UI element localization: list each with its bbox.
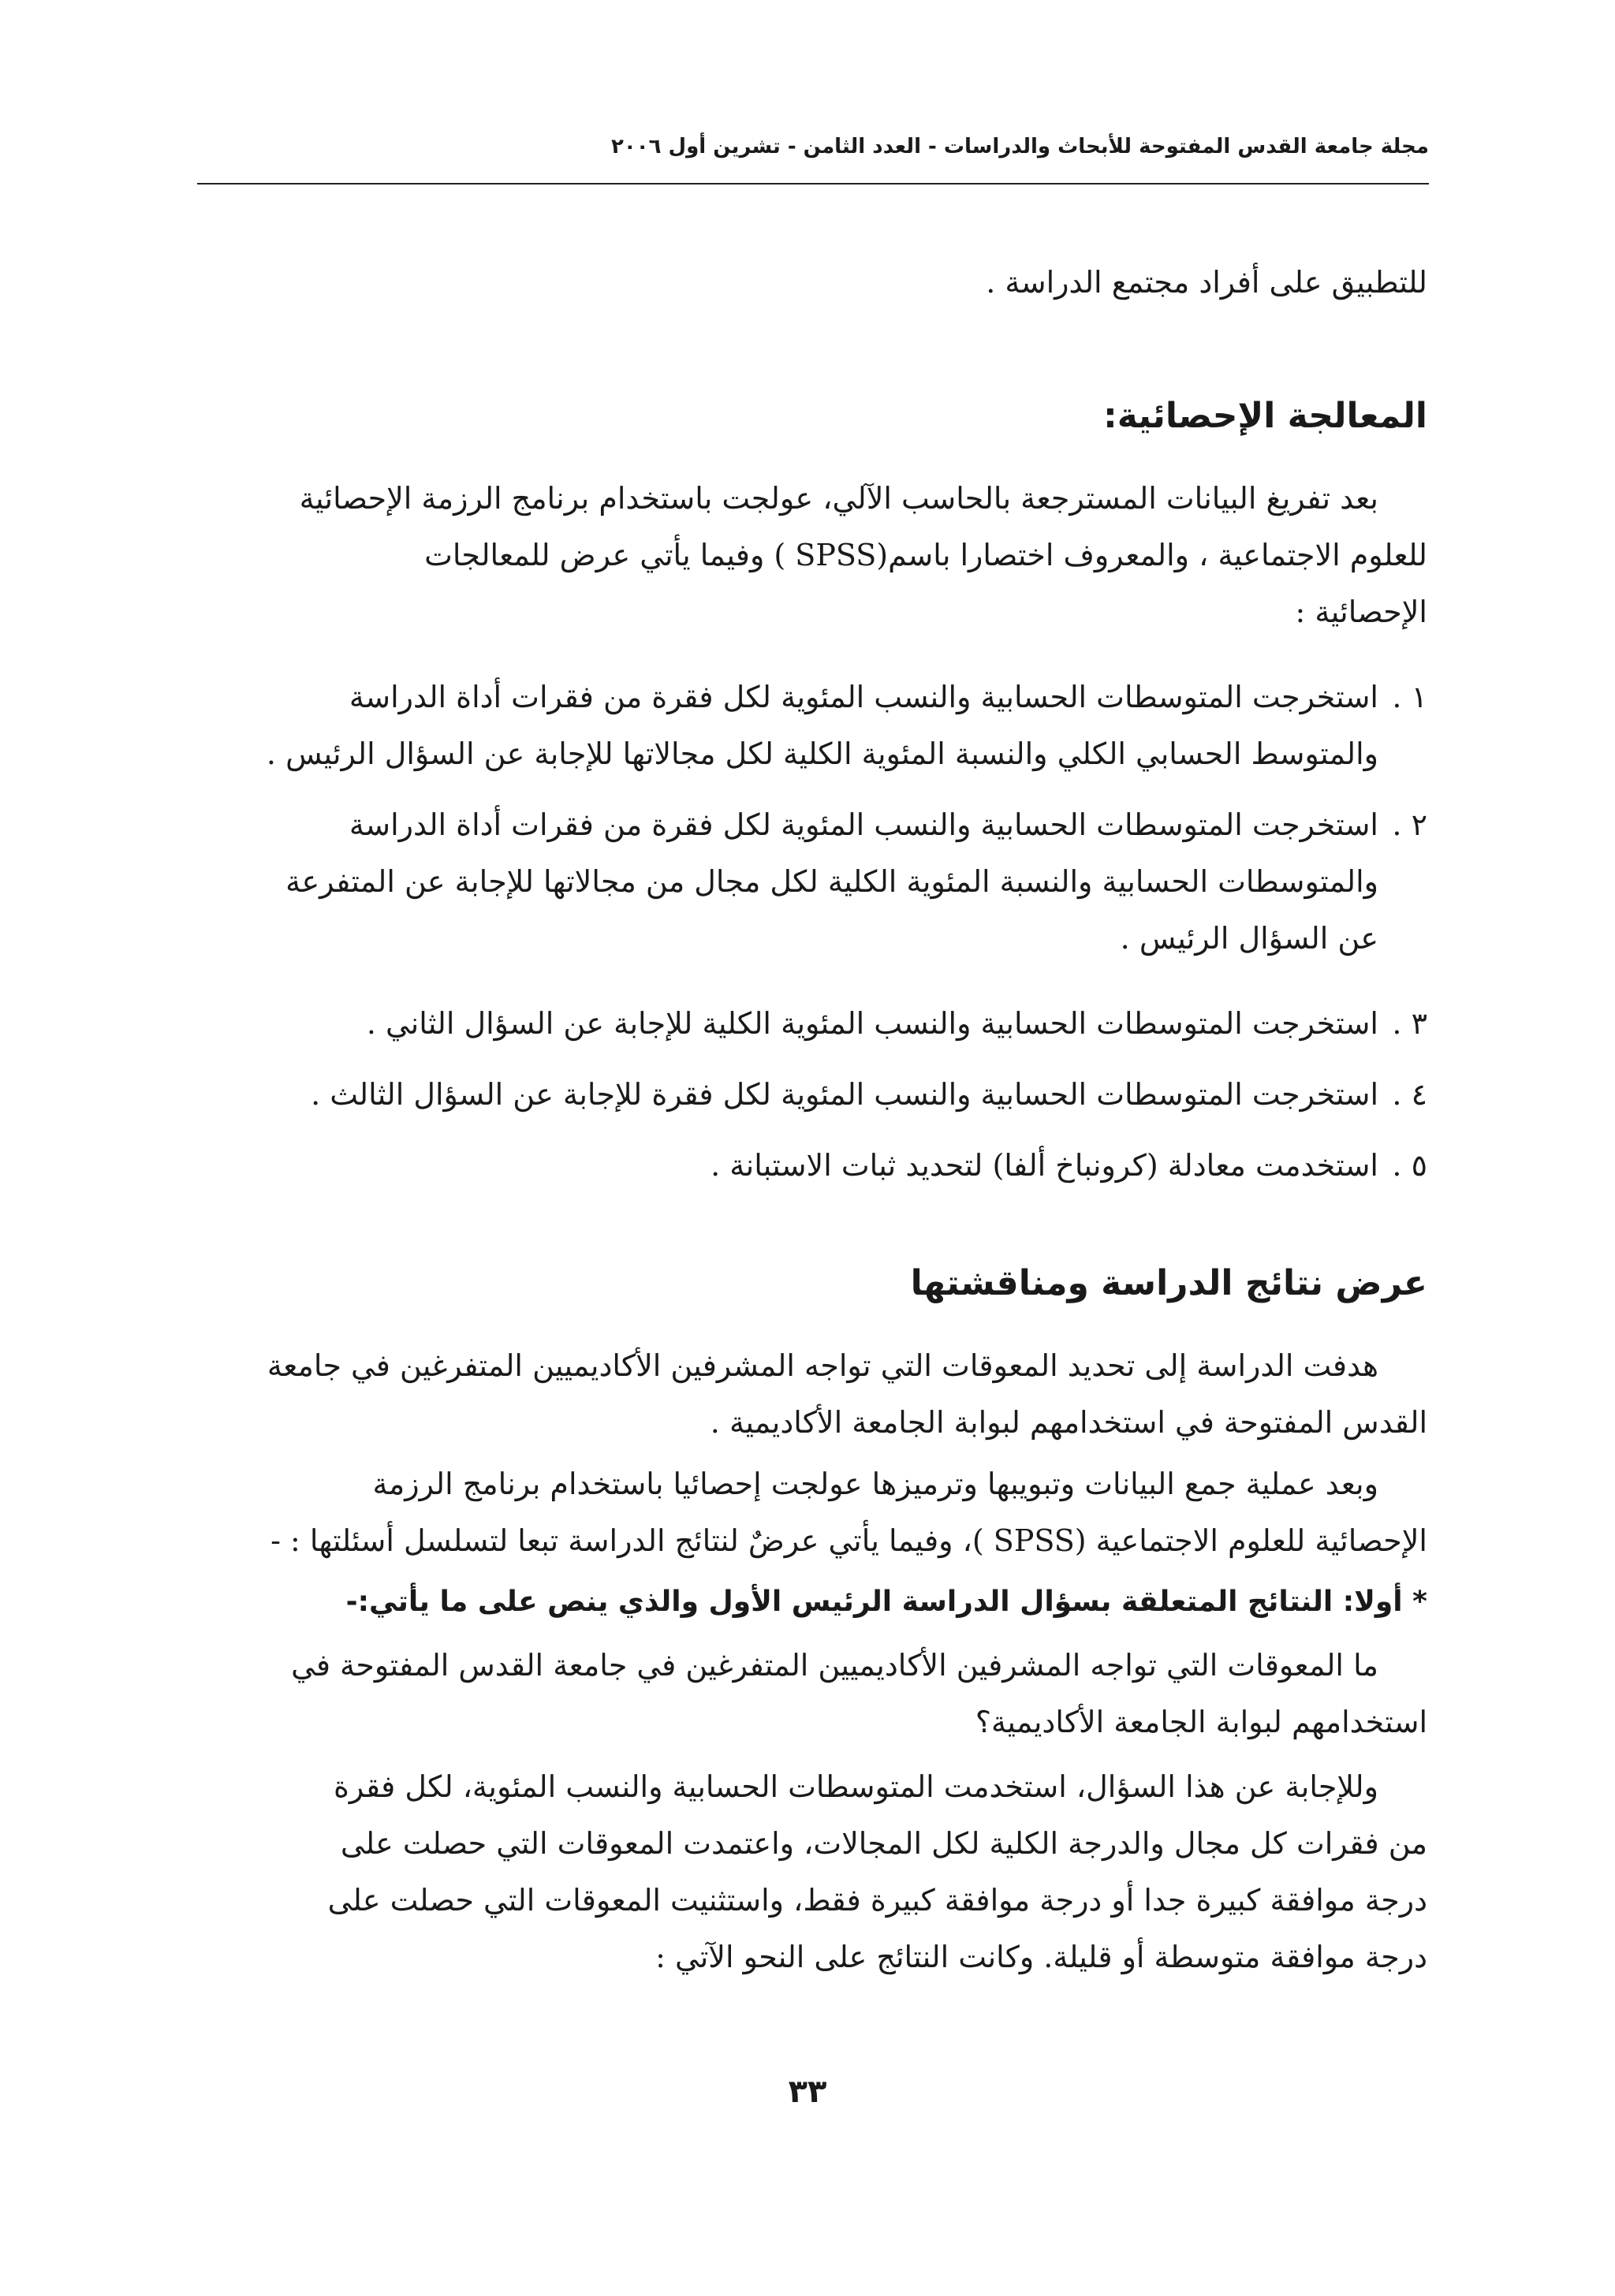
results-paragraph [201, 1337, 1427, 1451]
list-number: ٤ . [1392, 1077, 1427, 1112]
list-item [201, 995, 1427, 1052]
results-subheading [201, 1574, 1427, 1631]
list-number: ٢ . [1392, 807, 1427, 842]
intro-paragraph [201, 254, 1427, 311]
text-line: ما المعوقات التي تواجه المشرفين الأكاديميين المتفرغين في جامعة القدس المفتوحة في [291, 1648, 1378, 1683]
text-line: استخرجت المتوسطات الحسابية والنسب المئوية لكل فقرة من فقرات أداة الدراسة [349, 807, 1378, 842]
text-line: القدس المفتوحة في استخدامهم لبوابة الجامعة الأكاديمية . [710, 1405, 1427, 1440]
list-number: ١ . [1392, 680, 1427, 714]
running-header: مجلة جامعة القدس المفتوحة للأبحاث والدراسات - العدد الثامن - تشرين أول ٢٠٠٦ [611, 135, 1429, 158]
text-line: وللإجابة عن هذا السؤال، استخدمت المتوسطات الحسابية والنسب المئوية، لكل فقرة [334, 1769, 1378, 1804]
list-item [201, 669, 1427, 782]
text-line: استخرجت المتوسطات الحسابية والنسب المئوية لكل فقرة من فقرات أداة الدراسة [349, 680, 1378, 714]
text-line: عن السؤال الرئيس . [1120, 921, 1378, 956]
text-line: الإحصائية : [1295, 594, 1427, 629]
list-item [201, 796, 1427, 967]
text-line: هدفت الدراسة إلى تحديد المعوقات التي تواجه المشرفين الأكاديميين المتفرغين في جامعة [267, 1348, 1378, 1383]
research-question [201, 1637, 1427, 1750]
list-number: ٥ . [1392, 1148, 1427, 1183]
list-item [201, 1066, 1427, 1123]
text-line: استخرجت المتوسطات الحسابية والنسب المئوية الكلية للإجابة عن السؤال الثاني . [366, 1006, 1378, 1041]
results-paragraph [201, 1758, 1427, 1985]
intro-line: للتطبيق على أفراد مجتمع الدراسة . [986, 265, 1427, 300]
text-line: درجة موافقة كبيرة جدا أو درجة موافقة كبيرة فقط، واستثنيت المعوقات التي حصلت على [327, 1883, 1427, 1918]
list-item [201, 1137, 1427, 1194]
header-rule [197, 183, 1429, 184]
page-number: ٣٣ [788, 2074, 827, 2110]
text-line: بعد تفريغ البيانات المسترجعة بالحاسب الآلي، عولجت باستخدام برنامج الرزمة الإحصائية [299, 481, 1378, 516]
text-line: استخدمت معادلة (كرونباخ ألفا) لتحديد ثبات الاستبانة . [711, 1148, 1378, 1183]
text-line: للعلوم الاجتماعية ، والمعروف اختصارا باسم(SPSS ) وفيما يأتي عرض للمعالجات [424, 538, 1427, 572]
text-line: درجة موافقة متوسطة أو قليلة. وكانت النتائج على النحو الآتي : [655, 1940, 1427, 1974]
text-line: والمتوسط الحسابي الكلي والنسبة المئوية الكلية لكل مجالاتها للإجابة عن السؤال الرئيس . [266, 736, 1378, 771]
stats-paragraph [201, 470, 1427, 640]
list-number: ٣ . [1392, 1006, 1427, 1041]
text-line: من فقرات كل مجال والدرجة الكلية لكل المجالات، واعتمدت المعوقات التي حصلت على [340, 1826, 1427, 1861]
stats-heading: المعالجة الإحصائية: [1103, 396, 1427, 436]
text-line: وبعد عملية جمع البيانات وتبويبها وترميزها عولجت إحصائيا باستخدام برنامج الرزمة [372, 1467, 1378, 1501]
text-line: استخرجت المتوسطات الحسابية والنسب المئوية لكل فقرة للإجابة عن السؤال الثالث . [311, 1077, 1378, 1112]
text-line: الإحصائية للعلوم الاجتماعية (SPSS )، وفيما يأتي عرضٌ لنتائج الدراسة تبعا لتسلسل أسئلتها : - [270, 1523, 1427, 1558]
results-heading: عرض نتائج الدراسة ومناقشتها [910, 1263, 1427, 1303]
text-line: استخدامهم لبوابة الجامعة الأكاديمية؟ [975, 1705, 1427, 1739]
results-paragraph [201, 1456, 1427, 1569]
text-line: والمتوسطات الحسابية والنسبة المئوية الكلية لكل مجال من مجالاتها للإجابة عن المتفرعة [285, 864, 1378, 899]
bold-text-line: * أولا: النتائج المتعلقة بسؤال الدراسة الرئيس الأول والذي ينص على ما يأتي:- [345, 1586, 1427, 1618]
